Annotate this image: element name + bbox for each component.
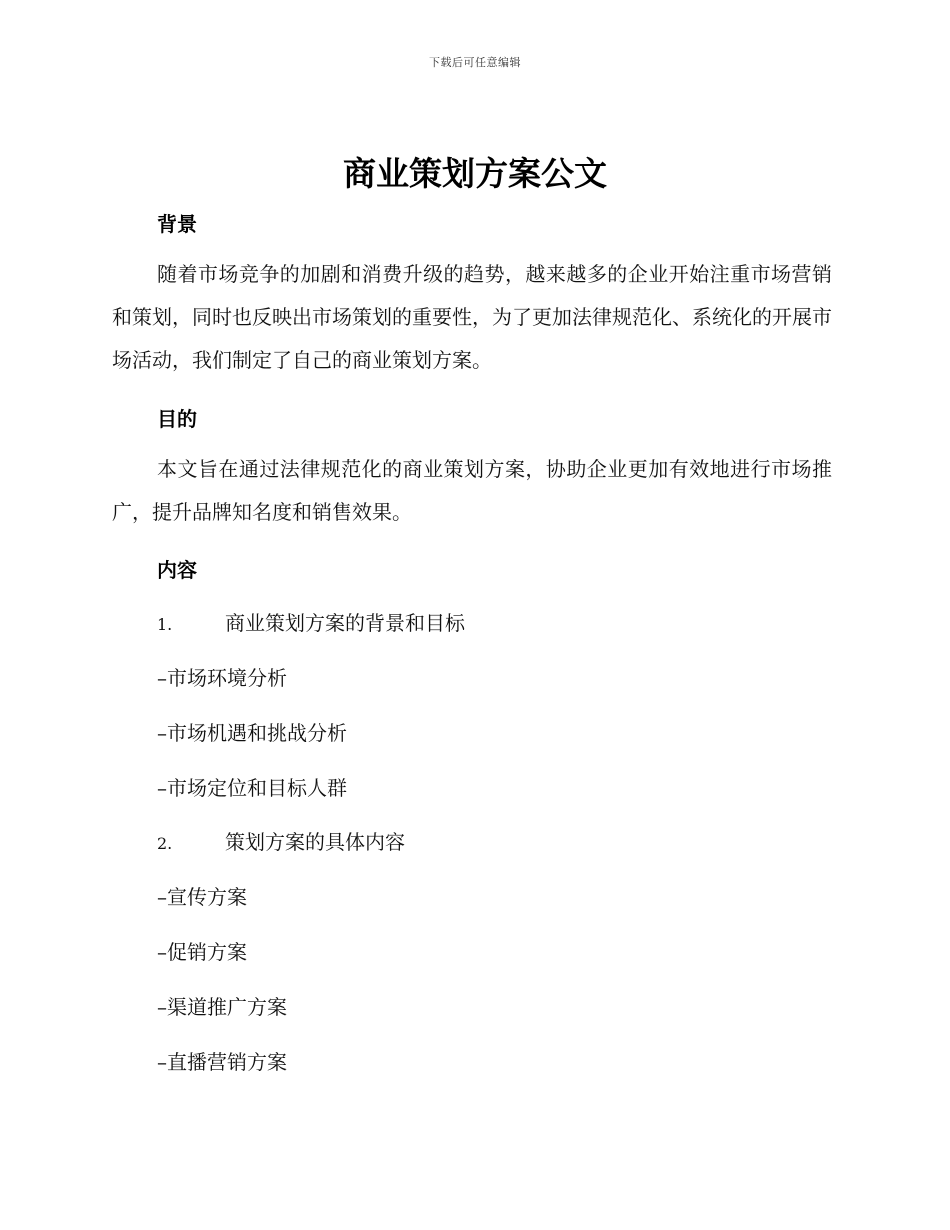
section-heading-content: 内容	[157, 558, 197, 582]
item-number: 1.	[157, 615, 173, 634]
item-number: 2.	[157, 834, 173, 853]
section-heading-background: 背景	[157, 212, 197, 236]
numbered-item-2	[157, 826, 877, 855]
section-body-purpose: 本文旨在通过法律规范化的商业策划方案，协助企业更加有效地进行市场推广，提升品牌知名度和销售效果。	[112, 457, 832, 524]
item-label: 商业策划方案的背景和目标	[225, 611, 465, 635]
header-note: 下载后可任意编辑	[429, 56, 521, 69]
list-item: –促销方案	[157, 940, 247, 964]
item-label: 策划方案的具体内容	[225, 830, 405, 854]
list-item: –市场定位和目标人群	[157, 776, 347, 800]
list-item: –市场机遇和挑战分析	[157, 721, 347, 745]
document-title: 商业策划方案公文	[343, 154, 607, 193]
list-item: –渠道推广方案	[157, 995, 287, 1019]
list-item: –宣传方案	[157, 885, 247, 909]
list-item: –直播营销方案	[157, 1050, 287, 1074]
section-body-background: 随着市场竞争的加剧和消费升级的趋势，越来越多的企业开始注重市场营销和策划，同时也反映出市场策划的重要性，为了更加法律规范化、系统化的开展市场活动，我们制定了自己的商业策划方案。	[112, 262, 832, 372]
section-heading-purpose: 目的	[157, 407, 197, 431]
numbered-item-1	[157, 607, 877, 636]
list-item: –市场环境分析	[157, 666, 287, 690]
